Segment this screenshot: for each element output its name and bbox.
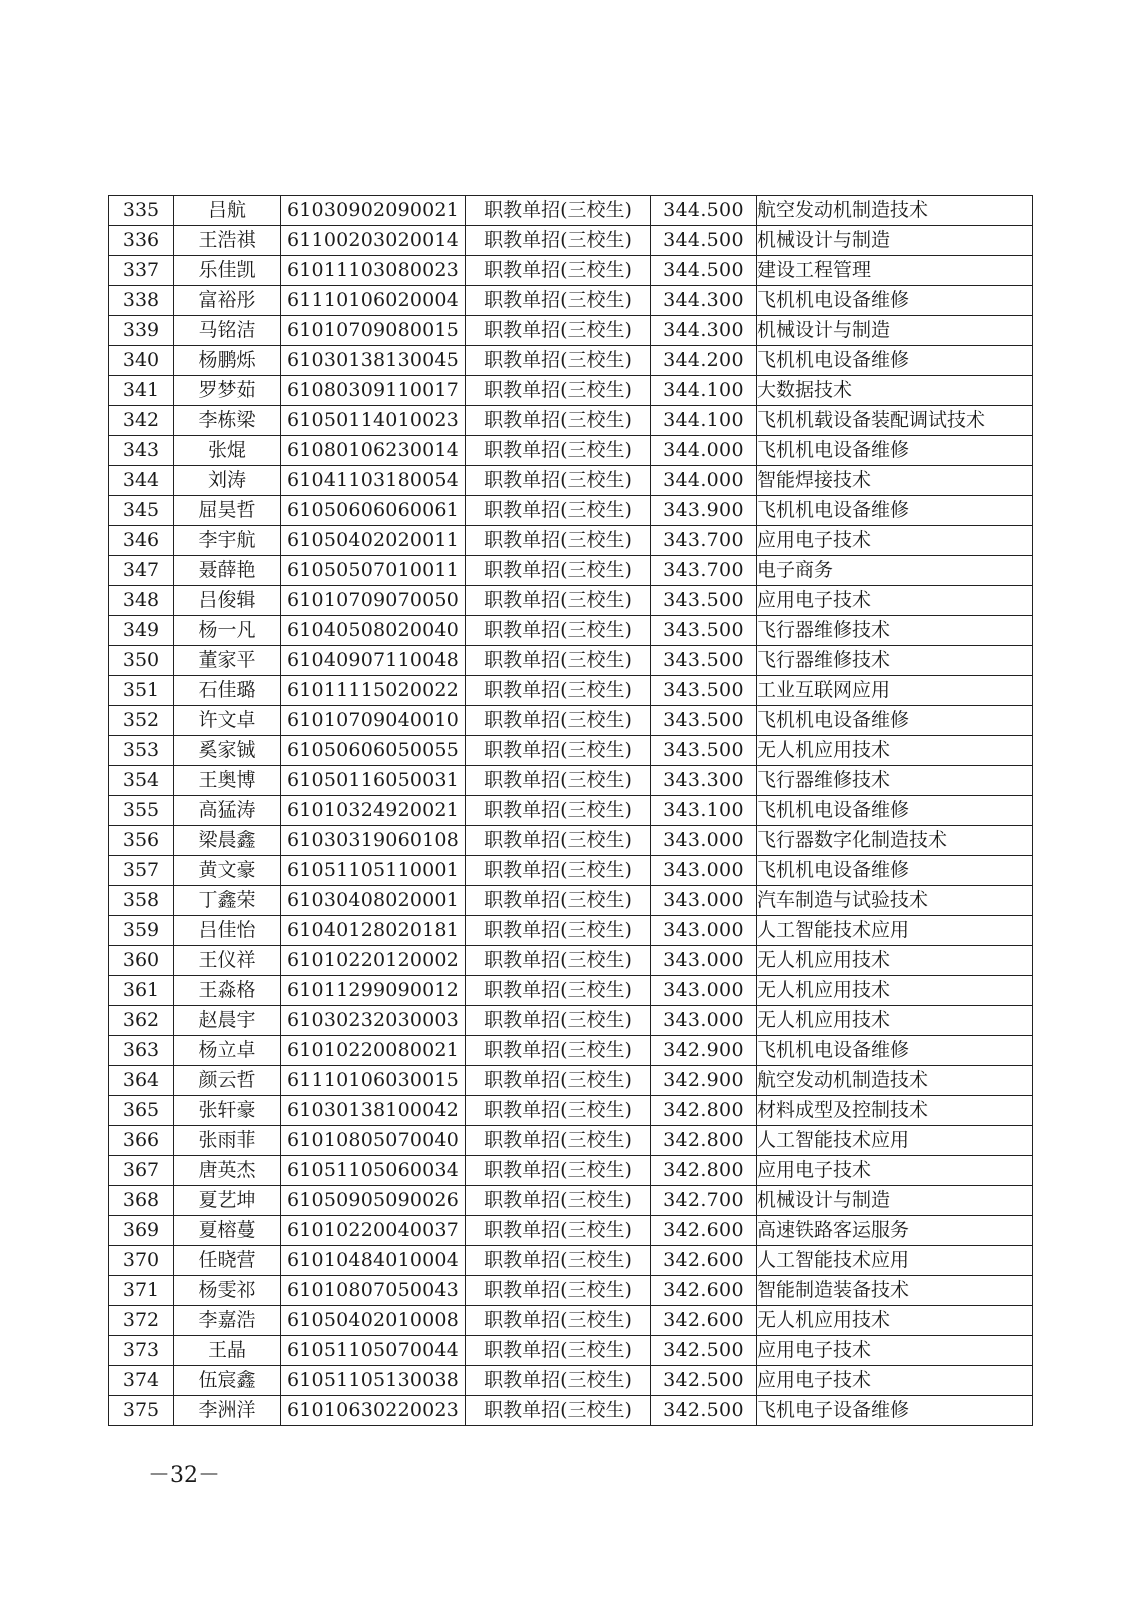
row-number-cell: 375 [109, 1396, 174, 1426]
row-number-cell: 348 [109, 586, 174, 616]
table-row [109, 1096, 1033, 1126]
candidate-id-cell: 61030902090021 [281, 196, 466, 226]
candidate-id-cell: 61050905090026 [281, 1186, 466, 1216]
candidate-id-cell: 61040907110048 [281, 646, 466, 676]
candidate-id-cell: 61051105070044 [281, 1336, 466, 1366]
candidate-id-cell: 61050402020011 [281, 526, 466, 556]
row-number-cell: 354 [109, 766, 174, 796]
major-name-cell: 飞行器维修技术 [757, 616, 1033, 646]
student-name-cell: 李栋梁 [174, 406, 281, 436]
candidate-id-cell: 61051105130038 [281, 1366, 466, 1396]
table-row [109, 496, 1033, 526]
score-cell: 344.300 [651, 286, 757, 316]
row-number-cell: 340 [109, 346, 174, 376]
admission-category-cell: 职教单招(三校生) [466, 1276, 651, 1306]
major-name-cell: 飞机机载设备装配调试技术 [757, 406, 1033, 436]
score-cell: 343.000 [651, 856, 757, 886]
table-row [109, 466, 1033, 496]
major-name-cell: 飞机机电设备维修 [757, 436, 1033, 466]
score-cell: 344.500 [651, 196, 757, 226]
admission-category-cell: 职教单招(三校生) [466, 1006, 651, 1036]
candidate-id-cell: 61010484010004 [281, 1246, 466, 1276]
admission-category-cell: 职教单招(三校生) [466, 946, 651, 976]
table-row [109, 346, 1033, 376]
table-row [109, 1186, 1033, 1216]
candidate-id-cell: 61051105110001 [281, 856, 466, 886]
table-row [109, 1396, 1033, 1426]
admission-category-cell: 职教单招(三校生) [466, 436, 651, 466]
admission-category-cell: 职教单招(三校生) [466, 886, 651, 916]
row-number-cell: 353 [109, 736, 174, 766]
score-cell: 342.600 [651, 1216, 757, 1246]
score-cell: 343.500 [651, 646, 757, 676]
admission-category-cell: 职教单招(三校生) [466, 1186, 651, 1216]
admission-category-cell: 职教单招(三校生) [466, 496, 651, 526]
table-row [109, 946, 1033, 976]
major-name-cell: 飞机机电设备维修 [757, 496, 1033, 526]
table-row [109, 286, 1033, 316]
student-name-cell: 马铭洁 [174, 316, 281, 346]
major-name-cell: 大数据技术 [757, 376, 1033, 406]
admission-category-cell: 职教单招(三校生) [466, 856, 651, 886]
admission-category-cell: 职教单招(三校生) [466, 346, 651, 376]
score-cell: 344.500 [651, 226, 757, 256]
table-row [109, 436, 1033, 466]
student-name-cell: 董家平 [174, 646, 281, 676]
row-number-cell: 363 [109, 1036, 174, 1066]
table-row [109, 616, 1033, 646]
candidate-id-cell: 61010630220023 [281, 1396, 466, 1426]
candidate-id-cell: 61100203020014 [281, 226, 466, 256]
row-number-cell: 344 [109, 466, 174, 496]
score-cell: 342.800 [651, 1156, 757, 1186]
admission-category-cell: 职教单招(三校生) [466, 1396, 651, 1426]
candidate-id-cell: 61010220120002 [281, 946, 466, 976]
table-row [109, 586, 1033, 616]
admission-category-cell: 职教单招(三校生) [466, 376, 651, 406]
table-row [109, 976, 1033, 1006]
row-number-cell: 342 [109, 406, 174, 436]
table-row [109, 316, 1033, 346]
admission-category-cell: 职教单招(三校生) [466, 196, 651, 226]
major-name-cell: 飞机机电设备维修 [757, 796, 1033, 826]
student-name-cell: 李洲洋 [174, 1396, 281, 1426]
score-cell: 343.000 [651, 886, 757, 916]
student-name-cell: 夏榕蔓 [174, 1216, 281, 1246]
major-name-cell: 人工智能技术应用 [757, 1126, 1033, 1156]
student-name-cell: 罗梦茹 [174, 376, 281, 406]
student-name-cell: 奚家铖 [174, 736, 281, 766]
score-cell: 344.100 [651, 406, 757, 436]
table-row [109, 796, 1033, 826]
table-row [109, 1306, 1033, 1336]
candidate-id-cell: 61030232030003 [281, 1006, 466, 1036]
student-name-cell: 杨一凡 [174, 616, 281, 646]
student-name-cell: 伍宸鑫 [174, 1366, 281, 1396]
major-name-cell: 无人机应用技术 [757, 736, 1033, 766]
admission-category-cell: 职教单招(三校生) [466, 226, 651, 256]
candidate-id-cell: 61011103080023 [281, 256, 466, 286]
admission-category-cell: 职教单招(三校生) [466, 706, 651, 736]
major-name-cell: 应用电子技术 [757, 586, 1033, 616]
row-number-cell: 361 [109, 976, 174, 1006]
student-name-cell: 杨鹏烁 [174, 346, 281, 376]
table-row [109, 886, 1033, 916]
candidate-id-cell: 61010220040037 [281, 1216, 466, 1246]
major-name-cell: 飞行器数字化制造技术 [757, 826, 1033, 856]
score-cell: 344.500 [651, 256, 757, 286]
score-cell: 342.700 [651, 1186, 757, 1216]
major-name-cell: 工业互联网应用 [757, 676, 1033, 706]
row-number-cell: 359 [109, 916, 174, 946]
student-name-cell: 乐佳凯 [174, 256, 281, 286]
row-number-cell: 346 [109, 526, 174, 556]
major-name-cell: 飞机机电设备维修 [757, 346, 1033, 376]
major-name-cell: 无人机应用技术 [757, 976, 1033, 1006]
row-number-cell: 339 [109, 316, 174, 346]
student-name-cell: 刘涛 [174, 466, 281, 496]
row-number-cell: 366 [109, 1126, 174, 1156]
major-name-cell: 无人机应用技术 [757, 946, 1033, 976]
major-name-cell: 航空发动机制造技术 [757, 196, 1033, 226]
score-cell: 343.100 [651, 796, 757, 826]
score-cell: 344.300 [651, 316, 757, 346]
table-row [109, 1246, 1033, 1276]
admission-category-cell: 职教单招(三校生) [466, 976, 651, 1006]
student-name-cell: 吕俊辑 [174, 586, 281, 616]
student-name-cell: 吕航 [174, 196, 281, 226]
major-name-cell: 飞机机电设备维修 [757, 856, 1033, 886]
row-number-cell: 373 [109, 1336, 174, 1366]
row-number-cell: 350 [109, 646, 174, 676]
table-row [109, 1066, 1033, 1096]
candidate-id-cell: 61080106230014 [281, 436, 466, 466]
major-name-cell: 人工智能技术应用 [757, 1246, 1033, 1276]
student-name-cell: 丁鑫荣 [174, 886, 281, 916]
score-cell: 342.900 [651, 1066, 757, 1096]
row-number-cell: 356 [109, 826, 174, 856]
row-number-cell: 365 [109, 1096, 174, 1126]
score-cell: 343.300 [651, 766, 757, 796]
row-number-cell: 338 [109, 286, 174, 316]
candidate-id-cell: 61010324920021 [281, 796, 466, 826]
student-name-cell: 李嘉浩 [174, 1306, 281, 1336]
score-cell: 344.000 [651, 436, 757, 466]
candidate-id-cell: 61110106030015 [281, 1066, 466, 1096]
score-cell: 343.000 [651, 946, 757, 976]
candidate-id-cell: 61010807050043 [281, 1276, 466, 1306]
student-name-cell: 聂薛艳 [174, 556, 281, 586]
admission-category-cell: 职教单招(三校生) [466, 1126, 651, 1156]
score-cell: 342.800 [651, 1126, 757, 1156]
student-name-cell: 任晓营 [174, 1246, 281, 1276]
admission-category-cell: 职教单招(三校生) [466, 1246, 651, 1276]
admission-category-cell: 职教单招(三校生) [466, 556, 651, 586]
candidate-id-cell: 61041103180054 [281, 466, 466, 496]
student-name-cell: 许文卓 [174, 706, 281, 736]
major-name-cell: 人工智能技术应用 [757, 916, 1033, 946]
major-name-cell: 机械设计与制造 [757, 316, 1033, 346]
major-name-cell: 机械设计与制造 [757, 1186, 1033, 1216]
table-row [109, 646, 1033, 676]
admission-category-cell: 职教单招(三校生) [466, 826, 651, 856]
admission-category-cell: 职教单招(三校生) [466, 256, 651, 286]
table-row [109, 1336, 1033, 1366]
table-row [109, 1216, 1033, 1246]
major-name-cell: 无人机应用技术 [757, 1306, 1033, 1336]
major-name-cell: 应用电子技术 [757, 1366, 1033, 1396]
major-name-cell: 飞机机电设备维修 [757, 706, 1033, 736]
row-number-cell: 358 [109, 886, 174, 916]
candidate-id-cell: 61050606050055 [281, 736, 466, 766]
row-number-cell: 370 [109, 1246, 174, 1276]
admission-category-cell: 职教单招(三校生) [466, 616, 651, 646]
candidate-id-cell: 61050114010023 [281, 406, 466, 436]
table-row [109, 1366, 1033, 1396]
row-number-cell: 347 [109, 556, 174, 586]
admission-category-cell: 职教单招(三校生) [466, 1096, 651, 1126]
table-row [109, 736, 1033, 766]
table-row [109, 376, 1033, 406]
candidate-id-cell: 61110106020004 [281, 286, 466, 316]
table-row [109, 1156, 1033, 1186]
student-name-cell: 吕佳怡 [174, 916, 281, 946]
admission-category-cell: 职教单招(三校生) [466, 1066, 651, 1096]
score-cell: 342.600 [651, 1276, 757, 1306]
candidate-id-cell: 61010709040010 [281, 706, 466, 736]
table-body [109, 196, 1033, 1426]
student-name-cell: 王奥博 [174, 766, 281, 796]
admission-category-cell: 职教单招(三校生) [466, 1306, 651, 1336]
table-row [109, 196, 1033, 226]
admission-category-cell: 职教单招(三校生) [466, 1156, 651, 1186]
score-cell: 342.900 [651, 1036, 757, 1066]
student-name-cell: 富裕彤 [174, 286, 281, 316]
admission-category-cell: 职教单招(三校生) [466, 796, 651, 826]
admission-category-cell: 职教单招(三校生) [466, 316, 651, 346]
student-name-cell: 石佳璐 [174, 676, 281, 706]
candidate-id-cell: 61030138100042 [281, 1096, 466, 1126]
candidate-id-cell: 61050507010011 [281, 556, 466, 586]
table-row [109, 556, 1033, 586]
admission-category-cell: 职教单招(三校生) [466, 646, 651, 676]
table-row [109, 1036, 1033, 1066]
admission-category-cell: 职教单招(三校生) [466, 736, 651, 766]
major-name-cell: 无人机应用技术 [757, 1006, 1033, 1036]
candidate-id-cell: 61030138130045 [281, 346, 466, 376]
score-cell: 343.500 [651, 586, 757, 616]
student-name-cell: 杨雯祁 [174, 1276, 281, 1306]
score-cell: 342.800 [651, 1096, 757, 1126]
student-name-cell: 张焜 [174, 436, 281, 466]
score-cell: 342.500 [651, 1336, 757, 1366]
candidate-id-cell: 61010220080021 [281, 1036, 466, 1066]
table-row [109, 406, 1033, 436]
admission-category-cell: 职教单招(三校生) [466, 406, 651, 436]
table-row [109, 526, 1033, 556]
score-cell: 343.000 [651, 1006, 757, 1036]
table-row [109, 1126, 1033, 1156]
student-name-cell: 李宇航 [174, 526, 281, 556]
candidate-id-cell: 61011299090012 [281, 976, 466, 1006]
major-name-cell: 飞行器维修技术 [757, 646, 1033, 676]
candidate-id-cell: 61040128020181 [281, 916, 466, 946]
candidate-id-cell: 61050116050031 [281, 766, 466, 796]
candidate-id-cell: 61050402010008 [281, 1306, 466, 1336]
row-number-cell: 372 [109, 1306, 174, 1336]
student-name-cell: 高猛涛 [174, 796, 281, 826]
admission-category-cell: 职教单招(三校生) [466, 1336, 651, 1366]
score-cell: 344.000 [651, 466, 757, 496]
row-number-cell: 337 [109, 256, 174, 286]
major-name-cell: 航空发动机制造技术 [757, 1066, 1033, 1096]
admission-list-table [108, 195, 1033, 1426]
row-number-cell: 351 [109, 676, 174, 706]
student-name-cell: 赵晨宇 [174, 1006, 281, 1036]
row-number-cell: 362 [109, 1006, 174, 1036]
score-cell: 343.900 [651, 496, 757, 526]
row-number-cell: 345 [109, 496, 174, 526]
row-number-cell: 341 [109, 376, 174, 406]
score-cell: 342.600 [651, 1246, 757, 1276]
row-number-cell: 360 [109, 946, 174, 976]
student-name-cell: 梁晨鑫 [174, 826, 281, 856]
page-number: －32－ [148, 1463, 220, 1488]
major-name-cell: 应用电子技术 [757, 1336, 1033, 1366]
row-number-cell: 369 [109, 1216, 174, 1246]
major-name-cell: 机械设计与制造 [757, 226, 1033, 256]
major-name-cell: 飞机机电设备维修 [757, 286, 1033, 316]
candidate-id-cell: 61051105060034 [281, 1156, 466, 1186]
candidate-id-cell: 61080309110017 [281, 376, 466, 406]
score-cell: 342.500 [651, 1366, 757, 1396]
major-name-cell: 建设工程管理 [757, 256, 1033, 286]
admission-category-cell: 职教单招(三校生) [466, 916, 651, 946]
student-name-cell: 张轩豪 [174, 1096, 281, 1126]
table-row [109, 916, 1033, 946]
candidate-id-cell: 61030319060108 [281, 826, 466, 856]
score-cell: 343.500 [651, 676, 757, 706]
table-row [109, 856, 1033, 886]
admission-category-cell: 职教单招(三校生) [466, 1216, 651, 1246]
major-name-cell: 飞行器维修技术 [757, 766, 1033, 796]
student-name-cell: 王浩祺 [174, 226, 281, 256]
score-cell: 343.500 [651, 736, 757, 766]
row-number-cell: 343 [109, 436, 174, 466]
student-name-cell: 屈昊哲 [174, 496, 281, 526]
admission-category-cell: 职教单招(三校生) [466, 676, 651, 706]
candidate-id-cell: 61040508020040 [281, 616, 466, 646]
row-number-cell: 368 [109, 1186, 174, 1216]
student-name-cell: 王淼格 [174, 976, 281, 1006]
major-name-cell: 应用电子技术 [757, 1156, 1033, 1186]
score-cell: 342.500 [651, 1396, 757, 1426]
row-number-cell: 352 [109, 706, 174, 736]
major-name-cell: 飞机电子设备维修 [757, 1396, 1033, 1426]
row-number-cell: 355 [109, 796, 174, 826]
score-cell: 343.700 [651, 556, 757, 586]
row-number-cell: 371 [109, 1276, 174, 1306]
table-row [109, 1276, 1033, 1306]
student-name-cell: 杨立卓 [174, 1036, 281, 1066]
major-name-cell: 材料成型及控制技术 [757, 1096, 1033, 1126]
table-row [109, 256, 1033, 286]
score-cell: 343.000 [651, 826, 757, 856]
score-cell: 343.000 [651, 916, 757, 946]
candidate-id-cell: 61050606060061 [281, 496, 466, 526]
table-row [109, 826, 1033, 856]
admission-category-cell: 职教单招(三校生) [466, 526, 651, 556]
row-number-cell: 336 [109, 226, 174, 256]
score-cell: 343.000 [651, 976, 757, 1006]
student-name-cell: 黄文豪 [174, 856, 281, 886]
score-cell: 344.200 [651, 346, 757, 376]
candidate-id-cell: 61010805070040 [281, 1126, 466, 1156]
score-cell: 343.500 [651, 616, 757, 646]
admission-category-cell: 职教单招(三校生) [466, 586, 651, 616]
score-cell: 344.100 [651, 376, 757, 406]
student-name-cell: 王晶 [174, 1336, 281, 1366]
candidate-id-cell: 61010709080015 [281, 316, 466, 346]
row-number-cell: 349 [109, 616, 174, 646]
row-number-cell: 364 [109, 1066, 174, 1096]
major-name-cell: 应用电子技术 [757, 526, 1033, 556]
student-name-cell: 颜云哲 [174, 1066, 281, 1096]
table-row [109, 1006, 1033, 1036]
table-row [109, 226, 1033, 256]
table-row [109, 766, 1033, 796]
table-row [109, 706, 1033, 736]
major-name-cell: 汽车制造与试验技术 [757, 886, 1033, 916]
admission-category-cell: 职教单招(三校生) [466, 466, 651, 496]
major-name-cell: 飞机机电设备维修 [757, 1036, 1033, 1066]
major-name-cell: 电子商务 [757, 556, 1033, 586]
admission-category-cell: 职教单招(三校生) [466, 766, 651, 796]
row-number-cell: 374 [109, 1366, 174, 1396]
student-name-cell: 张雨菲 [174, 1126, 281, 1156]
row-number-cell: 357 [109, 856, 174, 886]
table-row [109, 676, 1033, 706]
row-number-cell: 367 [109, 1156, 174, 1186]
major-name-cell: 高速铁路客运服务 [757, 1216, 1033, 1246]
admission-category-cell: 职教单招(三校生) [466, 286, 651, 316]
candidate-id-cell: 61010709070050 [281, 586, 466, 616]
admission-category-cell: 职教单招(三校生) [466, 1366, 651, 1396]
major-name-cell: 智能焊接技术 [757, 466, 1033, 496]
major-name-cell: 智能制造装备技术 [757, 1276, 1033, 1306]
row-number-cell: 335 [109, 196, 174, 226]
score-cell: 342.600 [651, 1306, 757, 1336]
student-name-cell: 夏艺坤 [174, 1186, 281, 1216]
score-cell: 343.700 [651, 526, 757, 556]
student-name-cell: 王仪祥 [174, 946, 281, 976]
student-name-cell: 唐英杰 [174, 1156, 281, 1186]
candidate-id-cell: 61011115020022 [281, 676, 466, 706]
candidate-id-cell: 61030408020001 [281, 886, 466, 916]
score-cell: 343.500 [651, 706, 757, 736]
admission-category-cell: 职教单招(三校生) [466, 1036, 651, 1066]
